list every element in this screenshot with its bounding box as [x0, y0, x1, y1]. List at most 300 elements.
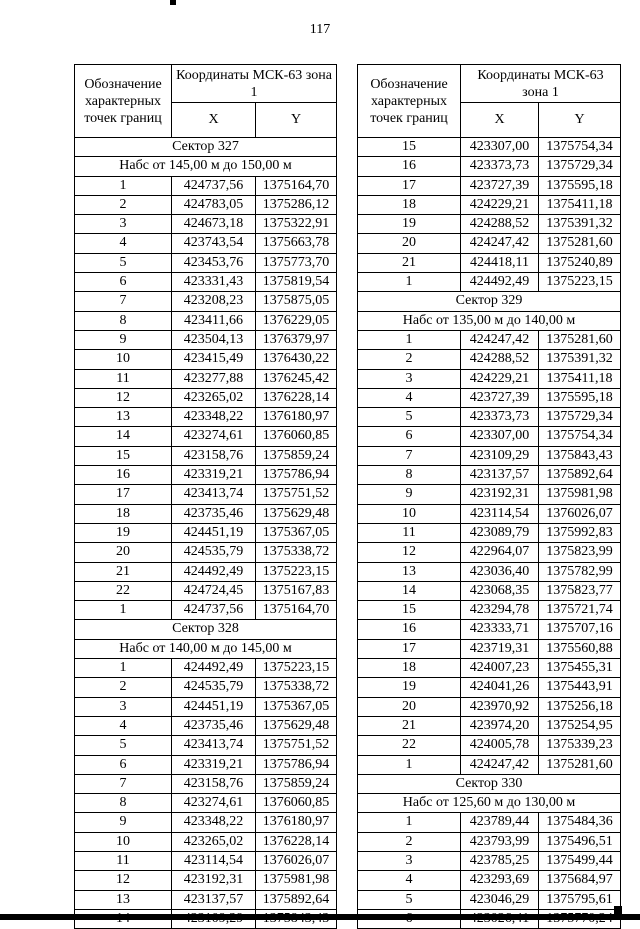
point-number: 1 — [358, 330, 461, 349]
header-coordinates: Координаты МСК-63 зона 1 — [172, 65, 337, 103]
x-value: 423319,21 — [172, 755, 256, 774]
x-value: 424737,56 — [172, 176, 256, 195]
table-row — [75, 890, 337, 909]
header-x: X — [172, 103, 256, 138]
y-value: 1375443,91 — [539, 678, 621, 697]
y-value: 1375254,95 — [539, 716, 621, 735]
x-value: 423036,40 — [461, 562, 539, 581]
point-number: 2 — [75, 678, 172, 697]
point-number: 17 — [358, 639, 461, 658]
point-number: 5 — [358, 408, 461, 427]
point-number: 19 — [358, 215, 461, 234]
point-number: 11 — [75, 369, 172, 388]
x-value: 423046,29 — [461, 890, 539, 909]
point-number: 5 — [75, 736, 172, 755]
table-row — [75, 292, 337, 311]
table-row — [75, 388, 337, 407]
table-row — [358, 369, 621, 388]
table-row — [75, 659, 337, 678]
table-row — [75, 504, 337, 523]
table-row — [358, 543, 621, 562]
point-number: 4 — [75, 716, 172, 735]
point-number: 22 — [358, 736, 461, 755]
y-value: 1375786,94 — [256, 466, 337, 485]
y-value: 1375782,99 — [539, 562, 621, 581]
point-number: 11 — [358, 523, 461, 542]
section-row — [358, 292, 621, 311]
y-value: 1375684,97 — [539, 871, 621, 890]
y-value: 1375773,70 — [256, 253, 337, 272]
point-number: 13 — [75, 408, 172, 427]
y-value: 1375322,91 — [256, 215, 337, 234]
point-number: 4 — [358, 871, 461, 890]
x-value: 423293,69 — [461, 871, 539, 890]
point-number: 18 — [358, 195, 461, 214]
point-number: 16 — [358, 157, 461, 176]
table-row — [358, 253, 621, 272]
x-value: 423785,25 — [461, 851, 539, 870]
table-row — [75, 330, 337, 349]
table-row — [75, 176, 337, 195]
point-number: 12 — [358, 543, 461, 562]
y-value: 1375223,15 — [539, 273, 621, 292]
table-row — [75, 697, 337, 716]
x-value: 423735,46 — [172, 504, 256, 523]
point-number: 13 — [358, 562, 461, 581]
header-y: Y — [256, 103, 337, 138]
table-row — [358, 157, 621, 176]
section-row — [75, 157, 337, 176]
x-value: 424247,42 — [461, 755, 539, 774]
point-number: 8 — [75, 311, 172, 330]
table-row — [358, 195, 621, 214]
section-title: Сектор 329 — [358, 292, 621, 311]
x-value: 423114,54 — [172, 851, 256, 870]
y-value: 1375754,34 — [539, 138, 621, 157]
y-value: 1375281,60 — [539, 330, 621, 349]
point-number: 7 — [75, 292, 172, 311]
x-value: 423274,61 — [172, 794, 256, 813]
point-number: 17 — [75, 485, 172, 504]
point-number: 18 — [358, 659, 461, 678]
table-row — [75, 446, 337, 465]
table-row — [75, 195, 337, 214]
table-row — [75, 408, 337, 427]
table-row — [75, 311, 337, 330]
point-number: 6 — [358, 427, 461, 446]
table-row — [75, 851, 337, 870]
point-number: 21 — [75, 562, 172, 581]
point-number: 14 — [358, 581, 461, 600]
point-number: 17 — [358, 176, 461, 195]
x-value: 423789,44 — [461, 813, 539, 832]
point-number: 1 — [358, 755, 461, 774]
table-row — [358, 138, 621, 157]
y-value: 1375751,52 — [256, 485, 337, 504]
table-row — [358, 562, 621, 581]
y-value: 1375338,72 — [256, 543, 337, 562]
y-value: 1375729,34 — [539, 157, 621, 176]
point-number: 1 — [358, 273, 461, 292]
section-title: Сектор 330 — [358, 774, 621, 793]
point-number: 20 — [75, 543, 172, 562]
table-row — [358, 755, 621, 774]
table-row — [358, 871, 621, 890]
y-value: 1375786,94 — [256, 755, 337, 774]
point-number: 18 — [75, 504, 172, 523]
table-row — [75, 215, 337, 234]
y-value: 1376228,14 — [256, 832, 337, 851]
y-value: 1375367,05 — [256, 697, 337, 716]
table-row — [75, 716, 337, 735]
y-value: 1375391,32 — [539, 215, 621, 234]
table-row — [358, 601, 621, 620]
x-value: 424724,45 — [172, 581, 256, 600]
y-value: 1375721,74 — [539, 601, 621, 620]
y-value: 1375240,89 — [539, 253, 621, 272]
y-value: 1375367,05 — [256, 523, 337, 542]
table-row — [358, 851, 621, 870]
point-number: 16 — [75, 466, 172, 485]
x-value: 423137,57 — [172, 890, 256, 909]
table-row — [75, 273, 337, 292]
section-row — [358, 774, 621, 793]
coordinates-table-left — [74, 64, 337, 929]
point-number: 21 — [358, 253, 461, 272]
section-row — [75, 639, 337, 658]
x-value: 423294,78 — [461, 601, 539, 620]
table-row — [75, 427, 337, 446]
x-value: 423373,73 — [461, 408, 539, 427]
point-number: 5 — [358, 890, 461, 909]
point-number: 6 — [75, 273, 172, 292]
point-number: 19 — [358, 678, 461, 697]
table-row — [358, 350, 621, 369]
point-number: 2 — [358, 350, 461, 369]
x-value: 423504,13 — [172, 330, 256, 349]
x-value: 423089,79 — [461, 523, 539, 542]
x-value: 424451,19 — [172, 523, 256, 542]
y-value: 1375455,31 — [539, 659, 621, 678]
x-value: 423373,73 — [461, 157, 539, 176]
table-row — [358, 446, 621, 465]
point-number: 2 — [358, 832, 461, 851]
point-number: 4 — [358, 388, 461, 407]
table-row — [75, 601, 337, 620]
y-value: 1375167,83 — [256, 581, 337, 600]
table-row — [75, 871, 337, 890]
y-value: 1376245,42 — [256, 369, 337, 388]
point-number: 8 — [358, 466, 461, 485]
x-value: 423348,22 — [172, 813, 256, 832]
y-value: 1376060,85 — [256, 427, 337, 446]
y-value: 1375892,64 — [256, 890, 337, 909]
header-point-label: Обозначение характерных точек границ — [75, 65, 172, 138]
y-value: 1375663,78 — [256, 234, 337, 253]
x-value: 423265,02 — [172, 388, 256, 407]
point-number: 13 — [75, 890, 172, 909]
point-number: 2 — [75, 195, 172, 214]
x-value: 423333,71 — [461, 620, 539, 639]
table-row — [358, 736, 621, 755]
x-value: 423331,43 — [172, 273, 256, 292]
point-number: 15 — [358, 601, 461, 620]
point-number: 8 — [75, 794, 172, 813]
table-row — [75, 794, 337, 813]
point-number: 3 — [358, 851, 461, 870]
table-row — [358, 620, 621, 639]
section-title: Набс от 145,00 м до 150,00 м — [75, 157, 337, 176]
y-value: 1375411,18 — [539, 369, 621, 388]
table-row — [75, 485, 337, 504]
y-value: 1375223,15 — [256, 562, 337, 581]
section-title: Набс от 140,00 м до 145,00 м — [75, 639, 337, 658]
point-number: 9 — [75, 813, 172, 832]
point-number: 19 — [75, 523, 172, 542]
y-value: 1375892,64 — [539, 466, 621, 485]
x-value: 423319,21 — [172, 466, 256, 485]
scan-edge — [0, 914, 640, 920]
y-value: 1375729,34 — [539, 408, 621, 427]
x-value: 423413,74 — [172, 485, 256, 504]
y-value: 1375338,72 — [256, 678, 337, 697]
y-value: 1375859,24 — [256, 774, 337, 793]
x-value: 423208,23 — [172, 292, 256, 311]
y-value: 1375391,32 — [539, 350, 621, 369]
point-number: 15 — [75, 446, 172, 465]
point-number: 10 — [75, 350, 172, 369]
y-value: 1375795,61 — [539, 890, 621, 909]
table-row — [75, 369, 337, 388]
y-value: 1375981,98 — [256, 871, 337, 890]
table-row — [358, 408, 621, 427]
point-number: 21 — [358, 716, 461, 735]
y-value: 1376180,97 — [256, 408, 337, 427]
y-value: 1375754,34 — [539, 427, 621, 446]
y-value: 1375859,24 — [256, 446, 337, 465]
x-value: 424288,52 — [461, 350, 539, 369]
table-row — [75, 523, 337, 542]
y-value: 1375411,18 — [539, 195, 621, 214]
table-row — [75, 736, 337, 755]
x-value: 424247,42 — [461, 234, 539, 253]
table-row — [358, 639, 621, 658]
table-row — [75, 774, 337, 793]
y-value: 1375223,15 — [256, 659, 337, 678]
y-value: 1375256,18 — [539, 697, 621, 716]
table-row — [358, 273, 621, 292]
point-number: 1 — [75, 601, 172, 620]
y-value: 1375751,52 — [256, 736, 337, 755]
x-value: 423974,20 — [461, 716, 539, 735]
x-value: 424673,18 — [172, 215, 256, 234]
y-value: 1376026,07 — [539, 504, 621, 523]
x-value: 424418,11 — [461, 253, 539, 272]
x-value: 423274,61 — [172, 427, 256, 446]
table-row — [358, 832, 621, 851]
x-value: 424492,49 — [172, 562, 256, 581]
y-value: 1375286,12 — [256, 195, 337, 214]
y-value: 1376228,14 — [256, 388, 337, 407]
x-value: 424229,21 — [461, 195, 539, 214]
x-value: 424535,79 — [172, 678, 256, 697]
point-number: 1 — [75, 176, 172, 195]
x-value: 422964,07 — [461, 543, 539, 562]
table-row — [358, 697, 621, 716]
x-value: 424005,78 — [461, 736, 539, 755]
y-value: 1375595,18 — [539, 176, 621, 195]
point-number: 3 — [75, 215, 172, 234]
point-number: 10 — [75, 832, 172, 851]
y-value: 1375560,88 — [539, 639, 621, 658]
x-value: 423192,31 — [172, 871, 256, 890]
table-row — [358, 176, 621, 195]
x-value: 423793,99 — [461, 832, 539, 851]
header-point-label: Обозначение характерных точек границ — [358, 65, 461, 138]
point-number: 5 — [75, 253, 172, 272]
y-value: 1375496,51 — [539, 832, 621, 851]
x-value: 424247,42 — [461, 330, 539, 349]
table-row — [358, 466, 621, 485]
x-value: 423137,57 — [461, 466, 539, 485]
x-value: 423453,76 — [172, 253, 256, 272]
x-value: 423277,88 — [172, 369, 256, 388]
y-value: 1375629,48 — [256, 716, 337, 735]
y-value: 1375823,99 — [539, 543, 621, 562]
x-value: 423192,31 — [461, 485, 539, 504]
y-value: 1376180,97 — [256, 813, 337, 832]
y-value: 1376430,22 — [256, 350, 337, 369]
y-value: 1376026,07 — [256, 851, 337, 870]
y-value: 1375281,60 — [539, 755, 621, 774]
point-number: 3 — [75, 697, 172, 716]
section-title: Набс от 125,60 м до 130,00 м — [358, 794, 621, 813]
y-value: 1376229,05 — [256, 311, 337, 330]
point-number: 11 — [75, 851, 172, 870]
x-value: 423068,35 — [461, 581, 539, 600]
table-row — [358, 504, 621, 523]
table-row — [358, 678, 621, 697]
page-number: 117 — [309, 22, 331, 37]
x-value: 423348,22 — [172, 408, 256, 427]
x-value: 423743,54 — [172, 234, 256, 253]
y-value: 1375707,16 — [539, 620, 621, 639]
point-number: 10 — [358, 504, 461, 523]
point-number: 15 — [358, 138, 461, 157]
x-value: 423411,66 — [172, 311, 256, 330]
x-value: 424041,26 — [461, 678, 539, 697]
y-value: 1375164,70 — [256, 601, 337, 620]
table-row — [75, 543, 337, 562]
point-number: 20 — [358, 697, 461, 716]
point-number: 6 — [75, 755, 172, 774]
section-title: Сектор 327 — [75, 138, 337, 157]
y-value: 1375629,48 — [256, 504, 337, 523]
table-row — [358, 485, 621, 504]
table-row — [75, 832, 337, 851]
point-number: 20 — [358, 234, 461, 253]
y-value: 1375875,05 — [256, 292, 337, 311]
x-value: 423307,00 — [461, 427, 539, 446]
point-number: 1 — [358, 813, 461, 832]
x-value: 423727,39 — [461, 388, 539, 407]
table-row — [358, 716, 621, 735]
x-value: 424492,49 — [172, 659, 256, 678]
table-row — [75, 678, 337, 697]
y-value: 1375339,23 — [539, 736, 621, 755]
x-value: 424288,52 — [461, 215, 539, 234]
y-value: 1375595,18 — [539, 388, 621, 407]
point-number: 4 — [75, 234, 172, 253]
x-value: 423109,29 — [461, 446, 539, 465]
table-row — [75, 234, 337, 253]
point-number: 3 — [358, 369, 461, 388]
x-value: 423735,46 — [172, 716, 256, 735]
table-row — [75, 466, 337, 485]
section-row — [75, 138, 337, 157]
table-row — [358, 388, 621, 407]
header-y: Y — [539, 103, 621, 138]
x-value: 423265,02 — [172, 832, 256, 851]
table-row — [358, 813, 621, 832]
y-value: 1376379,97 — [256, 330, 337, 349]
x-value: 423158,76 — [172, 446, 256, 465]
y-value: 1375992,83 — [539, 523, 621, 542]
section-row — [358, 794, 621, 813]
point-number: 7 — [358, 446, 461, 465]
point-number: 16 — [358, 620, 461, 639]
table-row — [75, 350, 337, 369]
point-number: 14 — [75, 427, 172, 446]
table-row — [358, 330, 621, 349]
table-row — [358, 523, 621, 542]
table-row — [75, 581, 337, 600]
point-number: 1 — [75, 659, 172, 678]
point-number: 9 — [75, 330, 172, 349]
x-value: 423114,54 — [461, 504, 539, 523]
coordinates-table-right — [357, 64, 621, 929]
table-row — [75, 813, 337, 832]
x-value: 424451,19 — [172, 697, 256, 716]
table-row — [358, 234, 621, 253]
table-row — [358, 581, 621, 600]
x-value: 423158,76 — [172, 774, 256, 793]
point-number: 9 — [358, 485, 461, 504]
table-row — [75, 755, 337, 774]
x-value: 423719,31 — [461, 639, 539, 658]
table-row — [75, 253, 337, 272]
x-value: 424007,23 — [461, 659, 539, 678]
x-value: 423727,39 — [461, 176, 539, 195]
section-title: Набс от 135,00 м до 140,00 м — [358, 311, 621, 330]
table-row — [358, 215, 621, 234]
point-number: 12 — [75, 388, 172, 407]
y-value: 1375843,43 — [539, 446, 621, 465]
x-value: 424535,79 — [172, 543, 256, 562]
y-value: 1375981,98 — [539, 485, 621, 504]
scan-mark — [614, 906, 622, 914]
y-value: 1375164,70 — [256, 176, 337, 195]
section-row — [75, 620, 337, 639]
x-value: 424737,56 — [172, 601, 256, 620]
section-row — [358, 311, 621, 330]
table-row — [358, 890, 621, 909]
y-value: 1375484,36 — [539, 813, 621, 832]
header-x: X — [461, 103, 539, 138]
x-value: 423413,74 — [172, 736, 256, 755]
y-value: 1375281,60 — [539, 234, 621, 253]
x-value: 423970,92 — [461, 697, 539, 716]
